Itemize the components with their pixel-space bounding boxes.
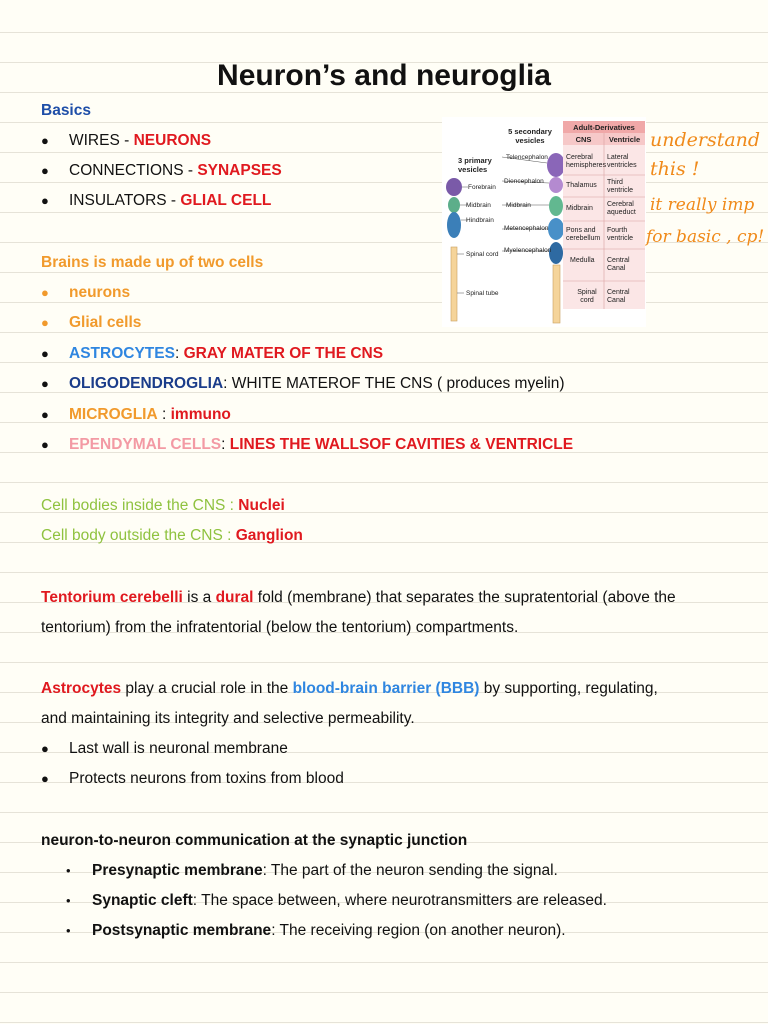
handwritten-note-line: it really imp — [650, 195, 755, 215]
basics-heading: Basics — [41, 102, 91, 119]
spinal-cord-label: Spinal cord — [466, 251, 499, 258]
basics-item: WIRES - NEURONS — [69, 132, 212, 149]
bullet-icon: ● — [41, 437, 49, 452]
bullet-icon: ● — [41, 315, 49, 330]
ventricle-cell: Central Canal — [607, 289, 630, 304]
secondary-vesicle-label: Metencephalon — [504, 225, 549, 232]
primary-vesicles-header: 3 primary vesicles — [458, 156, 492, 174]
cns-cell: Pons and cerebellum — [566, 227, 601, 242]
adult-derivatives-header: Adult-Derivatives — [573, 123, 635, 132]
bullet-icon: ● — [41, 771, 49, 786]
secondary-vesicle-label: Myelencephalon — [504, 247, 552, 254]
bullet-icon: ● — [41, 407, 49, 422]
cns-column-header: CNS — [575, 135, 592, 144]
ventricle-cell: Lateral ventricles — [607, 154, 637, 169]
tentorium-line-2: tentorium) from the infratentorial (below the tentorium) compartments. — [41, 619, 519, 636]
cell-body-line: Cell bodies inside the CNS : Nuclei — [41, 497, 285, 514]
primary-vesicle-label: Midbrain — [466, 202, 491, 209]
page-title: Neuron’s and neuroglia — [217, 59, 551, 92]
spinal-tube-label: Spinal tube — [466, 290, 499, 297]
astro-item: Protects neurons from toxins from blood — [69, 770, 344, 787]
glia-item: EPENDYMAL CELLS: LINES THE WALLSOF CAVITIES & VENTRICLE — [69, 436, 574, 453]
primary-vesicle-label: Hindbrain — [466, 217, 494, 224]
ventricle-cell: Cerebral aqueduct — [607, 201, 636, 216]
cns-cell: Thalamus — [566, 182, 597, 189]
ventricle-cell: Fourth ventricle — [607, 227, 634, 242]
glia-item: MICROGLIA : immuno — [69, 406, 231, 423]
bullet-icon: ● — [41, 133, 49, 148]
bullet-icon: ● — [41, 163, 49, 178]
ventricle-column-header: Ventricle — [608, 135, 641, 144]
secondary-vesicle-label: Telencephalon — [506, 154, 548, 161]
bullet-icon: ● — [41, 346, 49, 361]
bullet-icon: ● — [41, 741, 49, 756]
cns-cell: Medulla — [570, 257, 595, 264]
neural-tube-diagram — [442, 117, 646, 327]
brain-heading: Brains is made up of two cells — [41, 254, 264, 271]
synapse-heading: neuron-to-neuron communication at the synaptic junction — [41, 832, 468, 849]
basics-item: CONNECTIONS - SYNAPSES — [69, 162, 282, 179]
basics-item: INSULATORS - GLIAL CELL — [69, 192, 272, 209]
synapse-item: Synaptic cleft: The space between, where neurotransmitters are released. — [92, 892, 607, 909]
secondary-vesicles-header: 5 secondary vesicles — [508, 127, 552, 145]
sub-bullet-icon: • — [66, 923, 71, 938]
astro-line-2: and maintaining its integrity and selective permeability. — [41, 710, 415, 727]
sub-bullet-icon: • — [66, 893, 71, 908]
brain-item: neurons — [69, 284, 131, 301]
secondary-vesicle-label: Midbrain — [506, 202, 531, 209]
ventricle-cell: Central Canal — [607, 257, 630, 272]
brain-item: Glial cells — [69, 314, 142, 331]
cns-cell: Midbrain — [566, 205, 593, 212]
bullet-icon: ● — [41, 285, 49, 300]
cns-cell: Spinal cord — [577, 289, 597, 304]
astro-line-1: Astrocytes play a crucial role in the blood-brain barrier (BBB) by supporting, regulating, — [41, 680, 658, 697]
sub-bullet-icon: • — [66, 863, 71, 878]
tentorium-line-1: Tentorium cerebelli is a dural fold (membrane) that separates the supratentorial (above the — [41, 589, 676, 606]
secondary-vesicle-label: Diencephalon — [504, 178, 544, 185]
astro-item: Last wall is neuronal membrane — [69, 740, 288, 757]
ventricle-cell: Third ventricle — [607, 179, 634, 194]
synapse-item: Presynaptic membrane: The part of the neuron sending the signal. — [92, 862, 558, 879]
primary-vesicle-label: Forebrain — [468, 184, 496, 191]
handwritten-note-line: understand — [650, 129, 761, 151]
handwritten-note-line: this ! — [650, 158, 700, 180]
bullet-icon: ● — [41, 193, 49, 208]
cell-body-line: Cell body outside the CNS : Ganglion — [41, 527, 303, 544]
bullet-icon: ● — [41, 376, 49, 391]
glia-item: ASTROCYTES: GRAY MATER OF THE CNS — [69, 345, 384, 362]
handwritten-note-line: for basic , cp! — [646, 227, 765, 247]
synapse-item: Postsynaptic membrane: The receiving region (on another neuron). — [92, 922, 566, 939]
glia-item: OLIGODENDROGLIA: WHITE MATEROF THE CNS ( produces myelin) — [69, 375, 565, 392]
cns-cell: Cerebral hemispheres — [566, 154, 607, 169]
